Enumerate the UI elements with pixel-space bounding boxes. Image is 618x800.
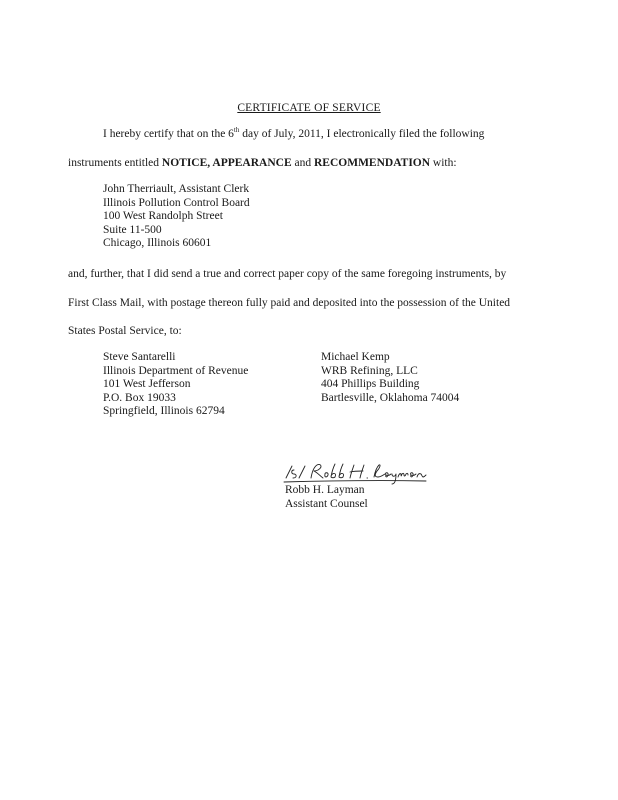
service-address-line: WRB Refining, LLC	[321, 364, 418, 377]
clerk-address-line: Illinois Pollution Control Board	[103, 196, 250, 209]
service-address-line: Michael Kemp	[321, 351, 390, 363]
certification-text-start: I hereby certify that on the 6	[103, 128, 234, 140]
service-address-line: Bartlesville, Oklahoma 74004	[321, 391, 460, 404]
certification-paragraph	[103, 128, 484, 141]
service-address-line: 404 Phillips Building	[321, 378, 420, 390]
signatory-title: Assistant Counsel	[285, 498, 368, 510]
clerk-address-line: John Therriault, Assistant Clerk	[103, 183, 250, 195]
service-address-line: P.O. Box 19033	[103, 391, 176, 404]
instruments-conjunction: and	[291, 157, 314, 169]
clerk-address-line: Suite 11-500	[103, 223, 162, 236]
clerk-address-line: Chicago, Illinois 60601	[103, 237, 212, 249]
service-paragraph-line-3: States Postal Service, to:	[68, 325, 182, 337]
handwritten-signature	[280, 458, 430, 486]
clerk-address-line: 100 West Randolph Street	[103, 210, 223, 222]
certificate-title: CERTIFICATE OF SERVICE	[237, 102, 381, 114]
service-address-line: Springfield, Illinois 62794	[103, 405, 225, 417]
instrument-recommendation: RECOMMENDATION	[313, 157, 431, 169]
service-address-left	[103, 351, 248, 419]
instrument-names: NOTICE, APPEARANCE	[161, 157, 292, 169]
service-address-line: 101 West Jefferson	[103, 378, 191, 390]
service-address-line: Steve Santarelli	[103, 351, 176, 363]
instruments-paragraph	[68, 157, 457, 170]
service-paragraph-line-2: First Class Mail, with postage thereon fully paid and deposited into the possession of the United	[68, 297, 511, 309]
service-address-right	[321, 351, 459, 405]
signatory-name: Robb H. Layman	[285, 484, 365, 496]
instruments-suffix: with:	[430, 157, 457, 169]
certification-text-end: day of July, 2011, I electronically filed the following	[239, 128, 485, 140]
date-ordinal-suffix: th	[233, 126, 240, 135]
instruments-prefix: instruments entitled	[68, 157, 162, 169]
service-paragraph-line-1: and, further, that I did send a true and correct paper copy of the same foregoing instruments, by	[68, 268, 507, 280]
clerk-address-block	[103, 183, 250, 251]
service-address-line: Illinois Department of Revenue	[103, 364, 249, 377]
